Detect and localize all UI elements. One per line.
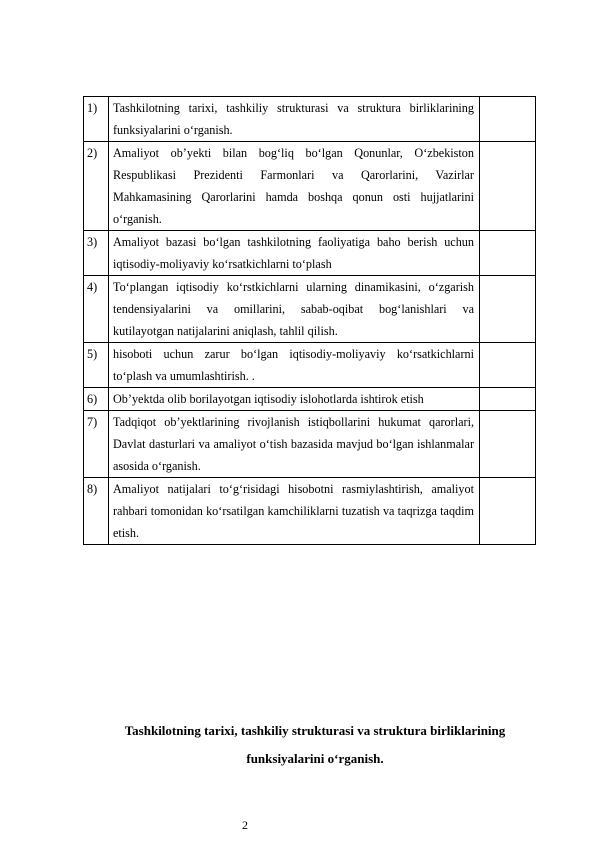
task-text: Amaliyot ob’yekti bilan bog‘liq bo‘lgan Qonunlar, O‘zbekiston Respublikasi Prezidenti Farmonlari va Qarorlarini, Vazirlar Mahkamasining Qarorlarini hamda boshqa qonun osti hujjatlarini o‘rganish.: [109, 142, 480, 231]
task-number: 8): [84, 478, 109, 545]
task-blank-cell: [480, 276, 536, 343]
task-text: hisoboti uchun zarur bo‘lgan iqtisodiy-moliyaviy ko‘rsatkichlarni to‘plash va umumlashtirish. .: [109, 343, 480, 388]
table-row: [84, 343, 536, 388]
task-blank-cell: [480, 142, 536, 231]
table-row: [84, 411, 536, 478]
task-blank-cell: [480, 388, 536, 411]
task-blank-cell: [480, 97, 536, 142]
table-row: [84, 276, 536, 343]
task-text: To‘plangan iqtisodiy ko‘rstkichlarni ularning dinamikasini, o‘zgarish tendensiyalarini va omillarini, sabab-oqibat bog‘lanishlari va kutilayotgan natijalarini aniqlash, tahlil qilish.: [109, 276, 480, 343]
task-number: 7): [84, 411, 109, 478]
section-heading: Tashkilotning tarixi, tashkiliy strukturasi va struktura birliklarining funksiyalarini o‘rganish.: [124, 723, 506, 766]
task-text: Tashkilotning tarixi, tashkiliy strukturasi va struktura birliklarining funksiyalarini o‘rganish.: [109, 97, 480, 142]
page-number: 2: [242, 818, 248, 832]
task-number: 4): [84, 276, 109, 343]
task-text: Ob’yektda olib borilayotgan iqtisodiy islohotlarda ishtirok etish: [109, 388, 480, 411]
task-number: 5): [84, 343, 109, 388]
table-row: [84, 142, 536, 231]
task-blank-cell: [480, 343, 536, 388]
task-number: 2): [84, 142, 109, 231]
task-text: Amaliyot natijalari to‘g‘risidagi hisobotni rasmiylashtirish, amaliyot rahbari tomonidan ko‘rsatilgan kamchiliklarni tuzatish va taqrizga taqdim etish.: [109, 478, 480, 545]
table-row: [84, 478, 536, 545]
task-text: Amaliyot bazasi bo‘lgan tashkilotning faoliyatiga baho berish uchun iqtisodiy-moliyaviy ko‘rsatkichlarni to‘plash: [109, 231, 480, 276]
task-blank-cell: [480, 411, 536, 478]
table-row: [84, 97, 536, 142]
task-text: Tadqiqot ob’yektlarining rivojlanish istiqbollarini hukumat qarorlari, Davlat dasturlari va amaliyot o‘tish bazasida mavjud bo‘lgan ishlanmalar asosida o‘rganish.: [109, 411, 480, 478]
task-number: 1): [84, 97, 109, 142]
task-blank-cell: [480, 478, 536, 545]
table-row: [84, 231, 536, 276]
task-number: 3): [84, 231, 109, 276]
task-blank-cell: [480, 231, 536, 276]
table-row: [84, 388, 536, 411]
task-number: 6): [84, 388, 109, 411]
task-table: [83, 96, 536, 545]
